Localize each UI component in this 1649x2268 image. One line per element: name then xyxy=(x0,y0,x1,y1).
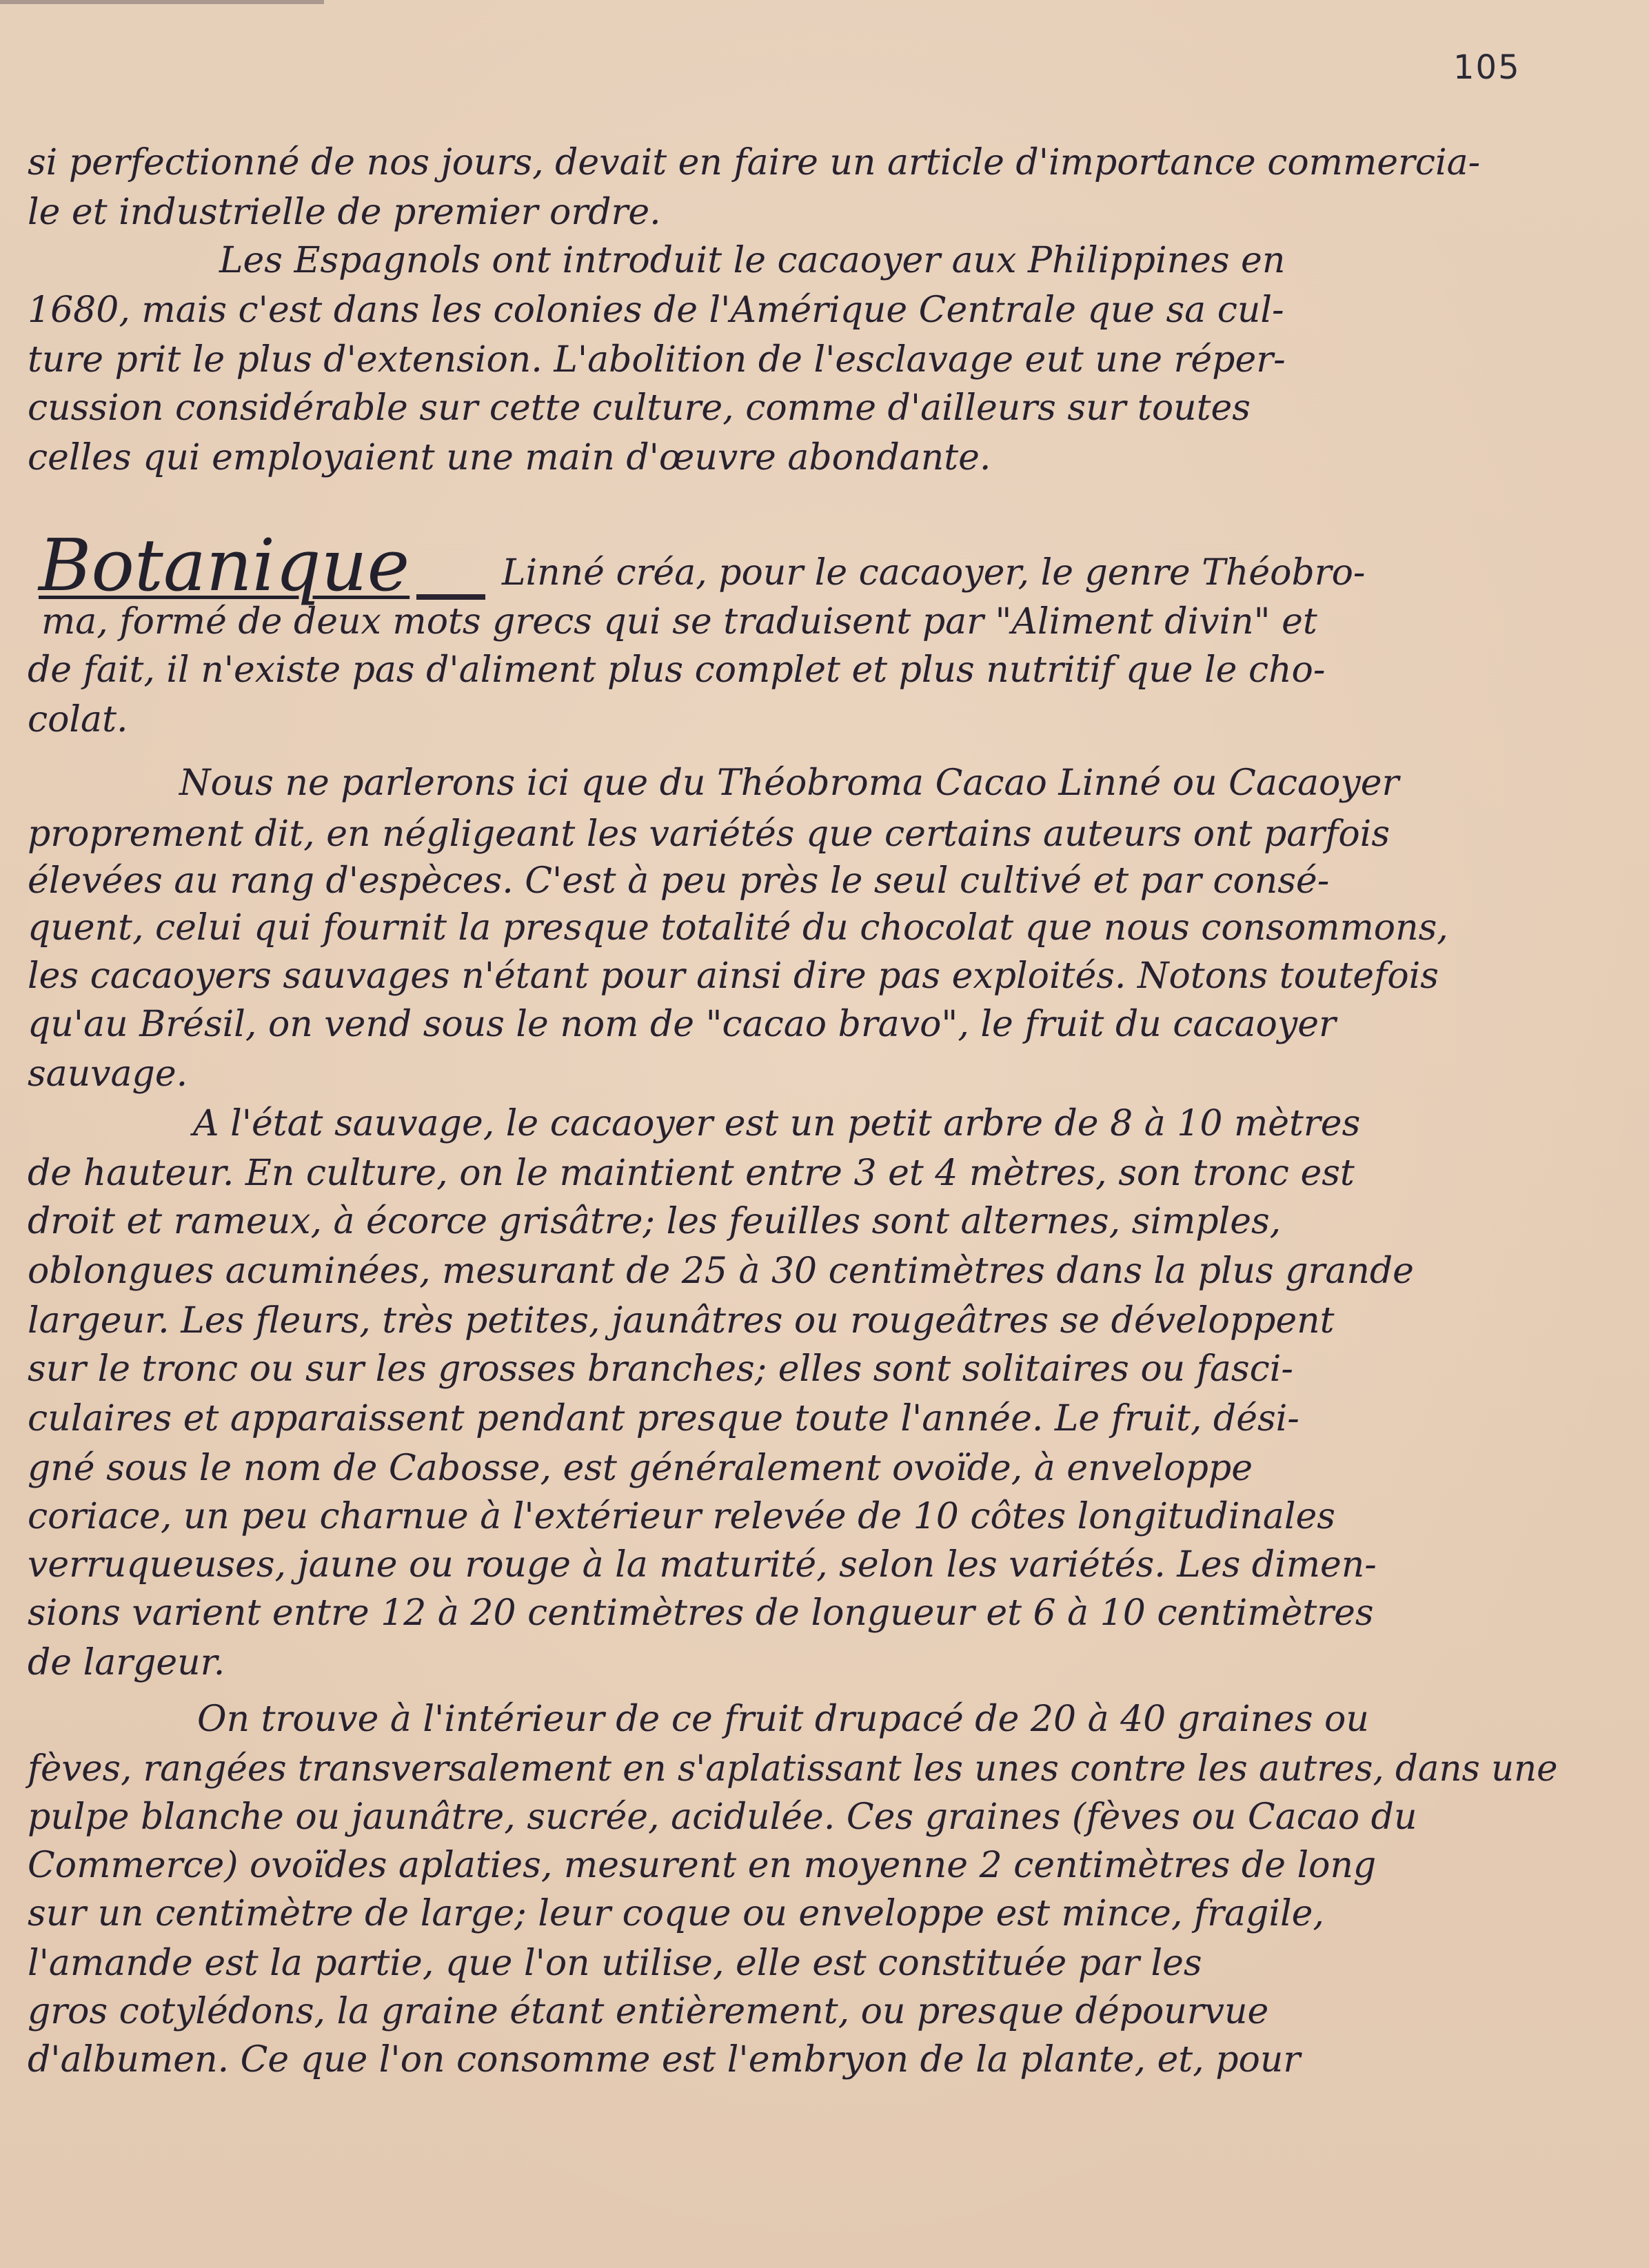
body-line: de fait, il n'existe pas d'aliment plus complet et plus nutritif que le cho- xyxy=(28,649,1326,691)
body-line: Commerce) ovoïdes aplaties, mesurent en moyenne 2 centimètres de long xyxy=(28,1845,1377,1886)
title-dash xyxy=(416,594,485,600)
body-line: quent, celui qui fournit la presque totalité du chocolat que nous consommons, xyxy=(28,907,1448,949)
top-edge-rule xyxy=(0,0,324,4)
body-line: sur un centimètre de large; leur coque ou enveloppe est mince, fragile, xyxy=(28,1893,1324,1934)
body-line: colat. xyxy=(28,699,128,740)
body-line: de largeur. xyxy=(28,1642,225,1683)
body-line: culaires et apparaissent pendant presque toute l'année. Le fruit, dési- xyxy=(28,1398,1299,1439)
body-line: gros cotylédons, la graine étant entièrement, ou presque dépourvue xyxy=(28,1991,1269,2032)
intro-line: ture prit le plus d'extension. L'abolition de l'esclavage eut une réper- xyxy=(28,339,1286,381)
body-line: proprement dit, en négligeant les variétés que certains auteurs ont parfois xyxy=(28,813,1390,855)
page-number: 105 xyxy=(1453,48,1521,87)
body-line: verruqueuses, jaune ou rouge à la maturité, selon les variétés. Les dimen- xyxy=(28,1544,1377,1586)
body-line: Linné créa, pour le cacaoyer, le genre Théobro- xyxy=(502,552,1366,594)
body-line: droit et rameux, à écorce grisâtre; les feuilles sont alternes, simples, xyxy=(28,1201,1282,1242)
body-line: les cacaoyers sauvages n'étant pour ainsi dire pas exploités. Notons toutefois xyxy=(28,955,1439,997)
body-line: sauvage. xyxy=(28,1053,188,1095)
body-line: fèves, rangées transversalement en s'aplatissant les unes contre les autres, dans une xyxy=(28,1748,1558,1790)
body-line: de hauteur. En culture, on le maintient entre 3 et 4 mètres, son tronc est xyxy=(28,1153,1355,1194)
section-title: Botanique xyxy=(39,523,410,607)
body-line: pulpe blanche ou jaunâtre, sucrée, acidulée. Ces graines (fèves ou Cacao du xyxy=(28,1796,1417,1838)
body-line: oblongues acuminées, mesurant de 25 à 30 centimètres dans la plus grande xyxy=(28,1251,1414,1292)
intro-line: le et industrielle de premier ordre. xyxy=(28,192,661,233)
intro-line: celles qui employaient une main d'œuvre abondante. xyxy=(28,437,991,478)
body-line: A l'état sauvage, le cacaoyer est un petit arbre de 8 à 10 mètres xyxy=(193,1103,1361,1144)
intro-line: cussion considérable sur cette culture, comme d'ailleurs sur toutes xyxy=(28,387,1251,429)
intro-line: 1680, mais c'est dans les colonies de l'Amérique Centrale que sa cul- xyxy=(28,290,1284,331)
body-line: d'albumen. Ce que l'on consomme est l'embryon de la plante, et, pour xyxy=(28,2039,1301,2080)
body-line: gné sous le nom de Cabosse, est généralement ovoïde, à enveloppe xyxy=(28,1448,1253,1489)
body-line: qu'au Brésil, on vend sous le nom de "cacao bravo", le fruit du cacaoyer xyxy=(28,1004,1336,1045)
body-line: sur le tronc ou sur les grosses branches; elles sont solitaires ou fasci- xyxy=(28,1348,1293,1390)
body-line: largeur. Les fleurs, très petites, jaunâtres ou rougeâtres se développent xyxy=(28,1300,1335,1341)
body-line: élevées au rang d'espèces. C'est à peu près le seul cultivé et par consé- xyxy=(28,860,1330,902)
body-line: ma, formé de deux mots grecs qui se traduisent par "Aliment divin" et xyxy=(41,601,1317,642)
body-line: On trouve à l'intérieur de ce fruit drupacé de 20 à 40 graines ou xyxy=(197,1699,1369,1740)
intro-line: Les Espagnols ont introduit le cacaoyer aux Philippines en xyxy=(219,240,1286,281)
body-line: Nous ne parlerons ici que du Théobroma Cacao Linné ou Cacaoyer xyxy=(179,762,1399,804)
intro-line: si perfectionné de nos jours, devait en faire un article d'importance commercia- xyxy=(28,142,1481,183)
body-line: l'amande est la partie, que l'on utilise, elle est constituée par les xyxy=(28,1943,1202,1984)
body-line: coriace, un peu charnue à l'extérieur relevée de 10 côtes longitudinales xyxy=(28,1496,1335,1537)
body-line: sions varient entre 12 à 20 centimètres de longueur et 6 à 10 centimètres xyxy=(28,1592,1374,1634)
